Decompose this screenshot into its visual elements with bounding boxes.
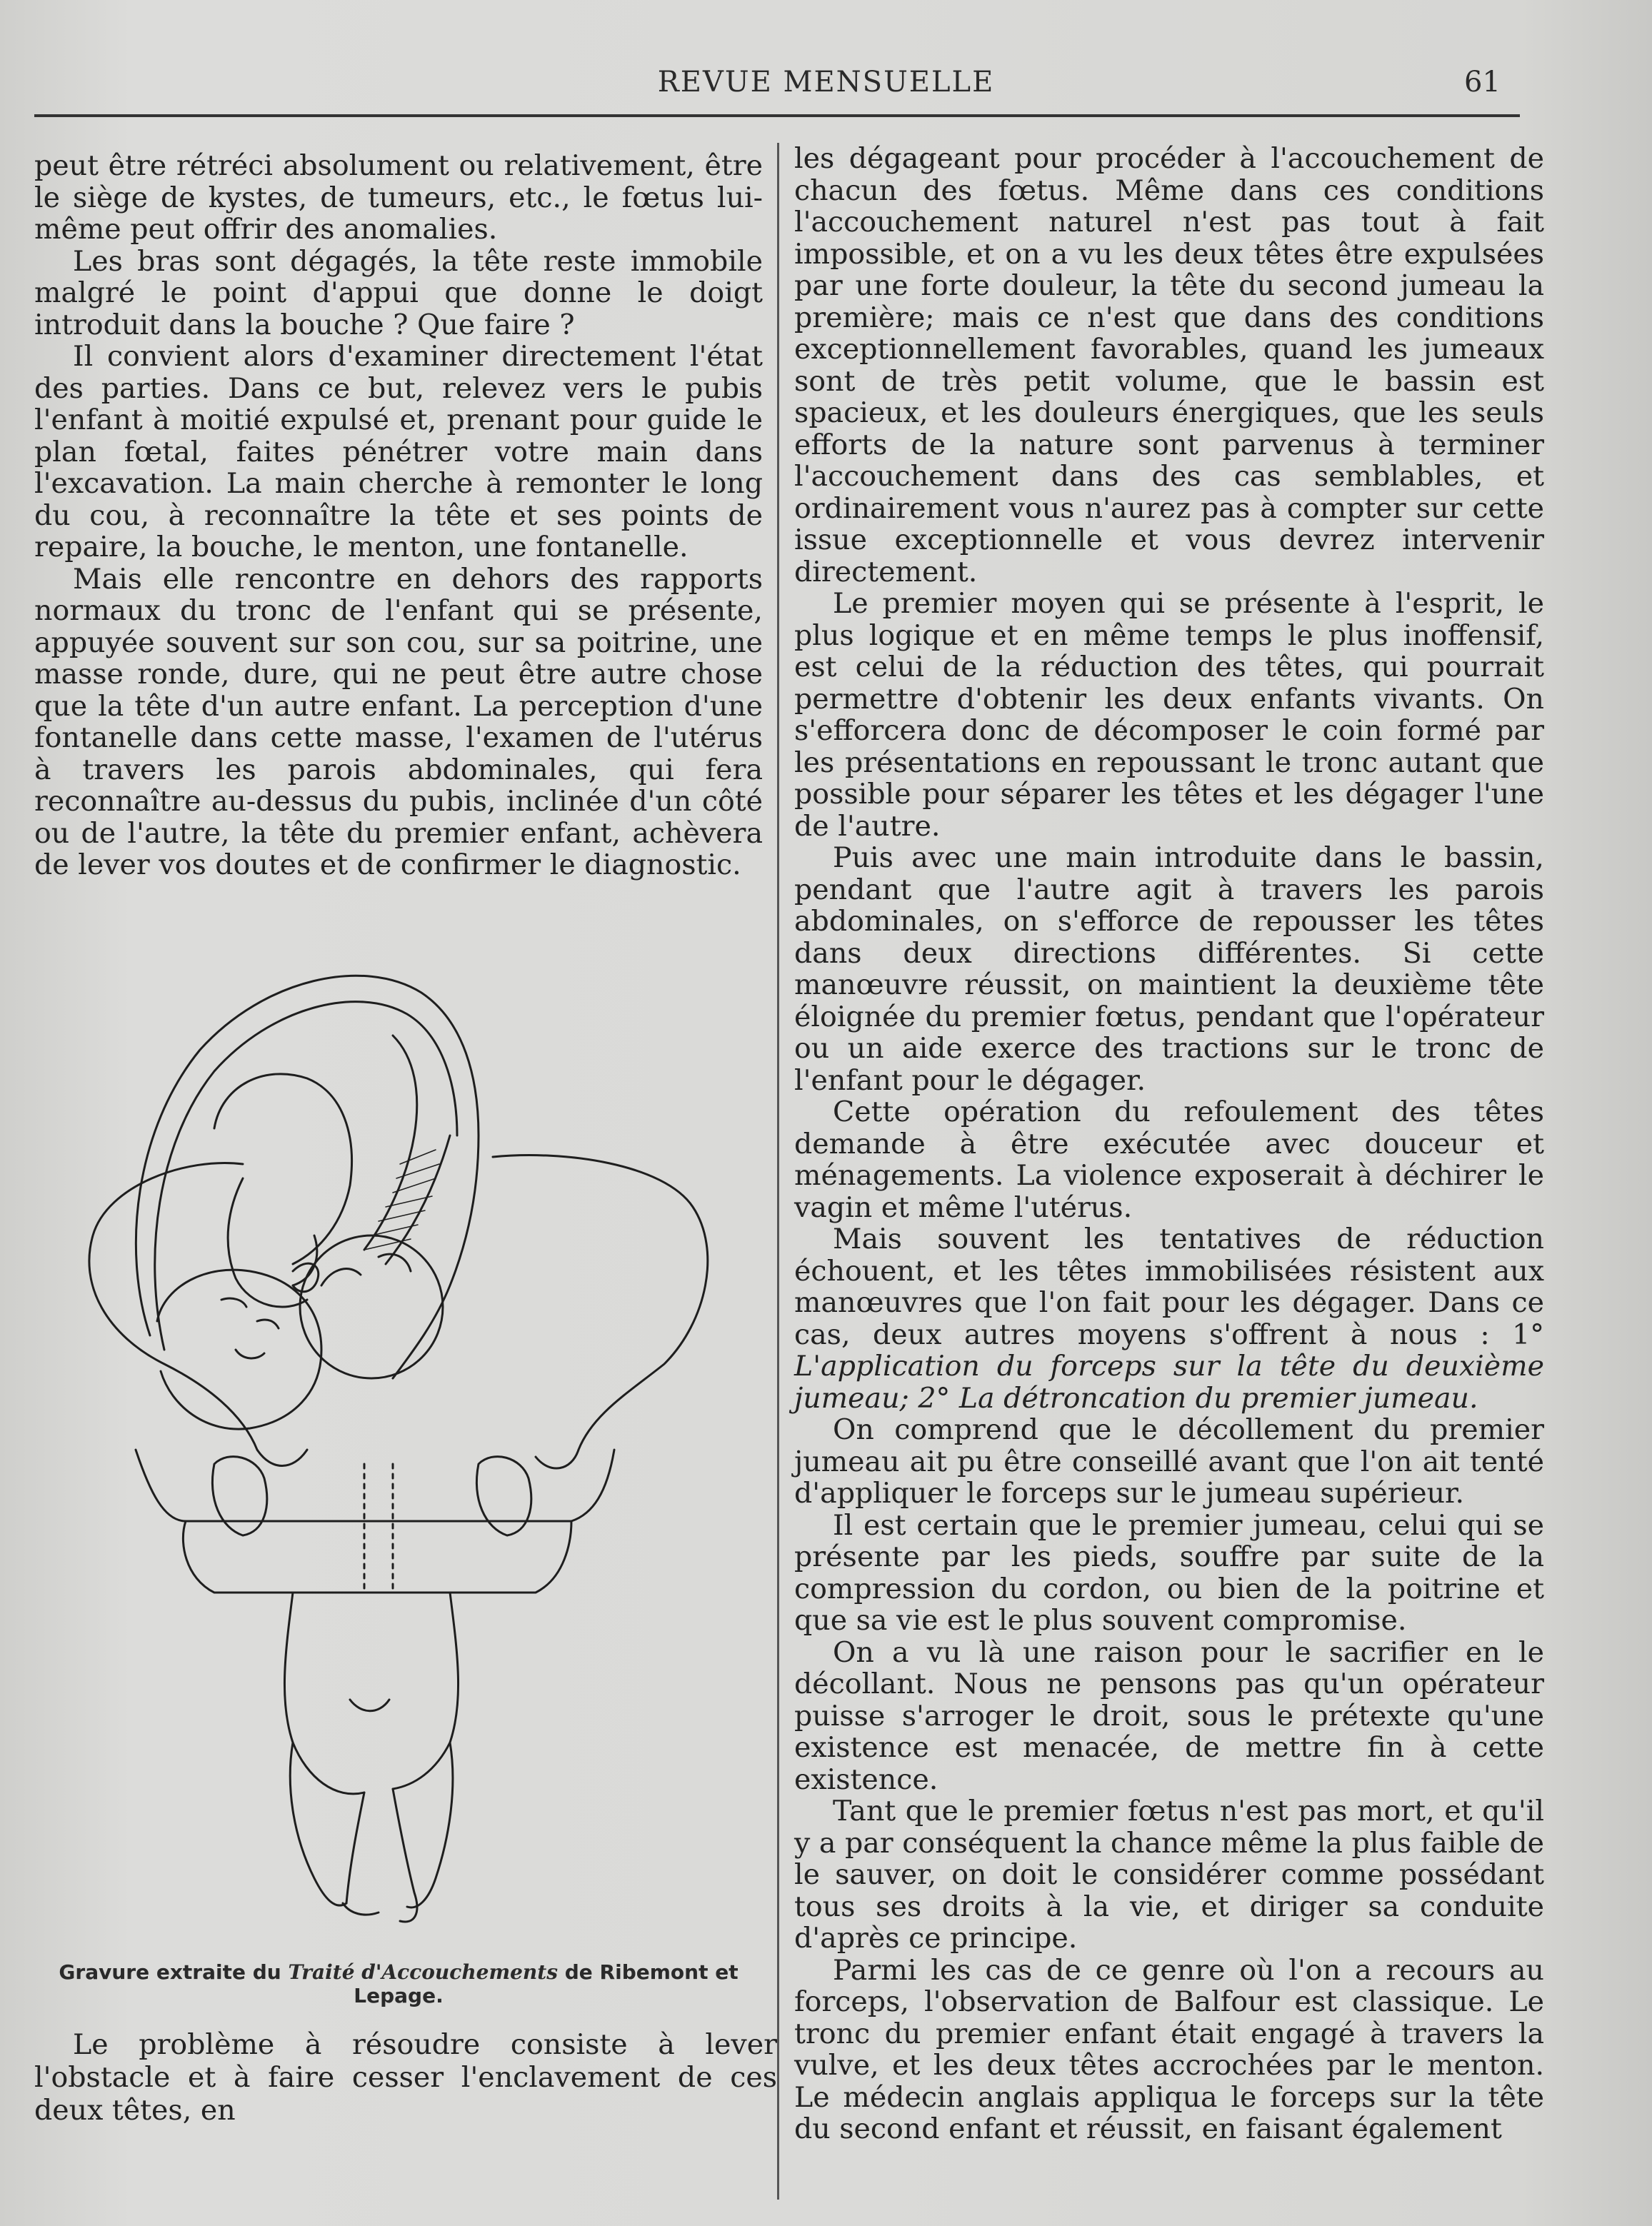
engraving-figure	[79, 950, 736, 1964]
left-bottom-paragraph: Le problème à résoudre consiste à lever l'obstacle et à faire cesser l'enclavement de ces deux têtes, en	[34, 2028, 777, 2127]
paragraph: Il est certain que le premier jumeau, celui qui se présente par les pieds, souffre par suite de la compression du cordon, ou bien de la poitrine et que sa vie est le plus souvent compromise.	[794, 1508, 1544, 1637]
left-column	[34, 150, 763, 881]
paragraph: Mais elle rencontre en dehors des rapports normaux du tronc de l'enfant qui se présente, appuyée souvent sur son cou, sur sa poitrine, une masse ronde, dure, qui ne peut être autre chose que la tête d'un autre enfant. La perception d'une fontanelle dans cette masse, l'examen de l'utérus à travers les parois abdominales, qui fera reconnaître au-dessus du pubis, inclinée d'un côté ou de l'autre, la tête du premier enfant, achèvera de lever vos doutes et de confirmer le diagnostic.	[34, 562, 763, 881]
twins-engraving-illustration	[79, 950, 736, 1964]
paragraph: Le premier moyen qui se présente à l'esprit, le plus logique et en même temps le plus inoffensif, est celui de la réduction des têtes, qui pourrait permettre d'obtenir les deux enfants vivants. On s'efforcera donc de décomposer le coin formé par les présentations en repoussant le tronc autant que possible pour séparer les têtes et les dégager l'une de l'autre.	[794, 587, 1544, 843]
paragraph	[794, 1223, 1544, 1414]
paragraph: Parmi les cas de ce genre où l'on a recours au forceps, l'observation de Balfour est classique. Le tronc du premier enfant était engagé à travers la vulve, et les deux têtes accrochées par le menton. Le médecin anglais appliqua le forceps sur la tête du second enfant et réussit, en faisant également	[794, 1953, 1544, 2145]
paragraph: On a vu là une raison pour le sacrifier en le décollant. Nous ne pensons pas qu'un opérateur puisse s'arroger le droit, sous le prétexte qu'une existence est menacée, de mettre fin à cette existence.	[794, 1635, 1544, 1796]
caption-title: Traité d'Accouchements	[288, 1960, 558, 1984]
paragraph-text: Mais souvent les tentatives de réduction échouent, et les têtes immobilisées résistent aux manœuvres que l'on fait pour les dégager. Dans ce cas, deux autres moyens s'offrent à nous : 1°	[794, 1223, 1544, 1351]
page-number: 61	[1464, 66, 1501, 99]
paragraph: Il convient alors d'examiner directement l'état des parties. Dans ce but, relevez vers le pubis l'enfant à moitié expulsé et, prenant pour guide le plan fœtal, faites pénétrer votre main dans l'excavation. La main cherche à remonter le long du cou, à reconnaître la tête et ses points de repaire, la bouche, le menton, une fontanelle.	[34, 340, 763, 563]
paragraph: Puis avec une main introduite dans le bassin, pendant que l'autre agit à travers les parois abdominales, on s'efforce de repousser les têtes dans deux directions différentes. Si cette manœuvre réussit, on maintient la deuxième tête éloignée du premier fœtus, pendant que l'opérateur ou un aide exerce des tractions sur le tronc de l'enfant pour le dégager.	[794, 841, 1544, 1097]
paragraph: Les bras sont dégagés, la tête reste immobile malgré le point d'appui que donne le doigt introduit dans la bouche ? Que faire ?	[34, 244, 763, 341]
paragraph: les dégageant pour procéder à l'accouchement de chacun des fœtus. Même dans ces conditions l'accouchement naturel n'est pas tout à fait impossible, et on a vu les deux têtes être expulsées par une forte douleur, la tête du second jumeau la première; mais ce n'est que dans des conditions exceptionnellement favorables, quand les jumeaux sont de très petit volume, que le bassin est spacieux, et les douleurs énergiques, que les seuls efforts de la nature sont parvenus à terminer l'accouchement dans des cas semblables, et ordinairement vous n'aurez pas à compter sur cette issue exceptionnelle et vous devrez intervenir directement.	[794, 142, 1544, 588]
paragraph: Tant que le premier fœtus n'est pas mort, et qu'il y a par conséquent la chance même la plus faible de le sauver, on doit le considérer comme possédant tous ses droits à la vie, et diriger sa conduite d'après ce principe.	[794, 1795, 1545, 1955]
figure-caption	[34, 1960, 763, 2007]
paragraph: On comprend que le décollement du premier jumeau ait pu être conseillé avant que l'on ait tenté d'appliquer le forceps sur le jumeau supérieur.	[794, 1413, 1544, 1510]
paragraph: Cette opération du refoulement des têtes demande à être exécutée avec douceur et ménagements. La violence exposerait à déchirer le vagin et même l'utérus.	[794, 1096, 1544, 1224]
column-rule	[777, 143, 779, 2200]
italic-text: L'application du forceps sur la tête du deuxième jumeau; 2°	[794, 1350, 1544, 1415]
paragraph: peut être rétréci absolument ou relativement, être le siège de kystes, de tumeurs, etc., le fœtus lui-même peut offrir des anomalies.	[34, 149, 763, 246]
italic-text: La détroncation du premier jumeau.	[958, 1381, 1478, 1415]
caption-prefix: Gravure extraite du	[59, 1960, 289, 1984]
header-rule	[34, 114, 1520, 117]
running-title: REVUE MENSUELLE	[657, 66, 995, 99]
right-column	[794, 143, 1544, 2145]
caption-suffix: de Ribemont et Lepage.	[354, 1960, 739, 2007]
